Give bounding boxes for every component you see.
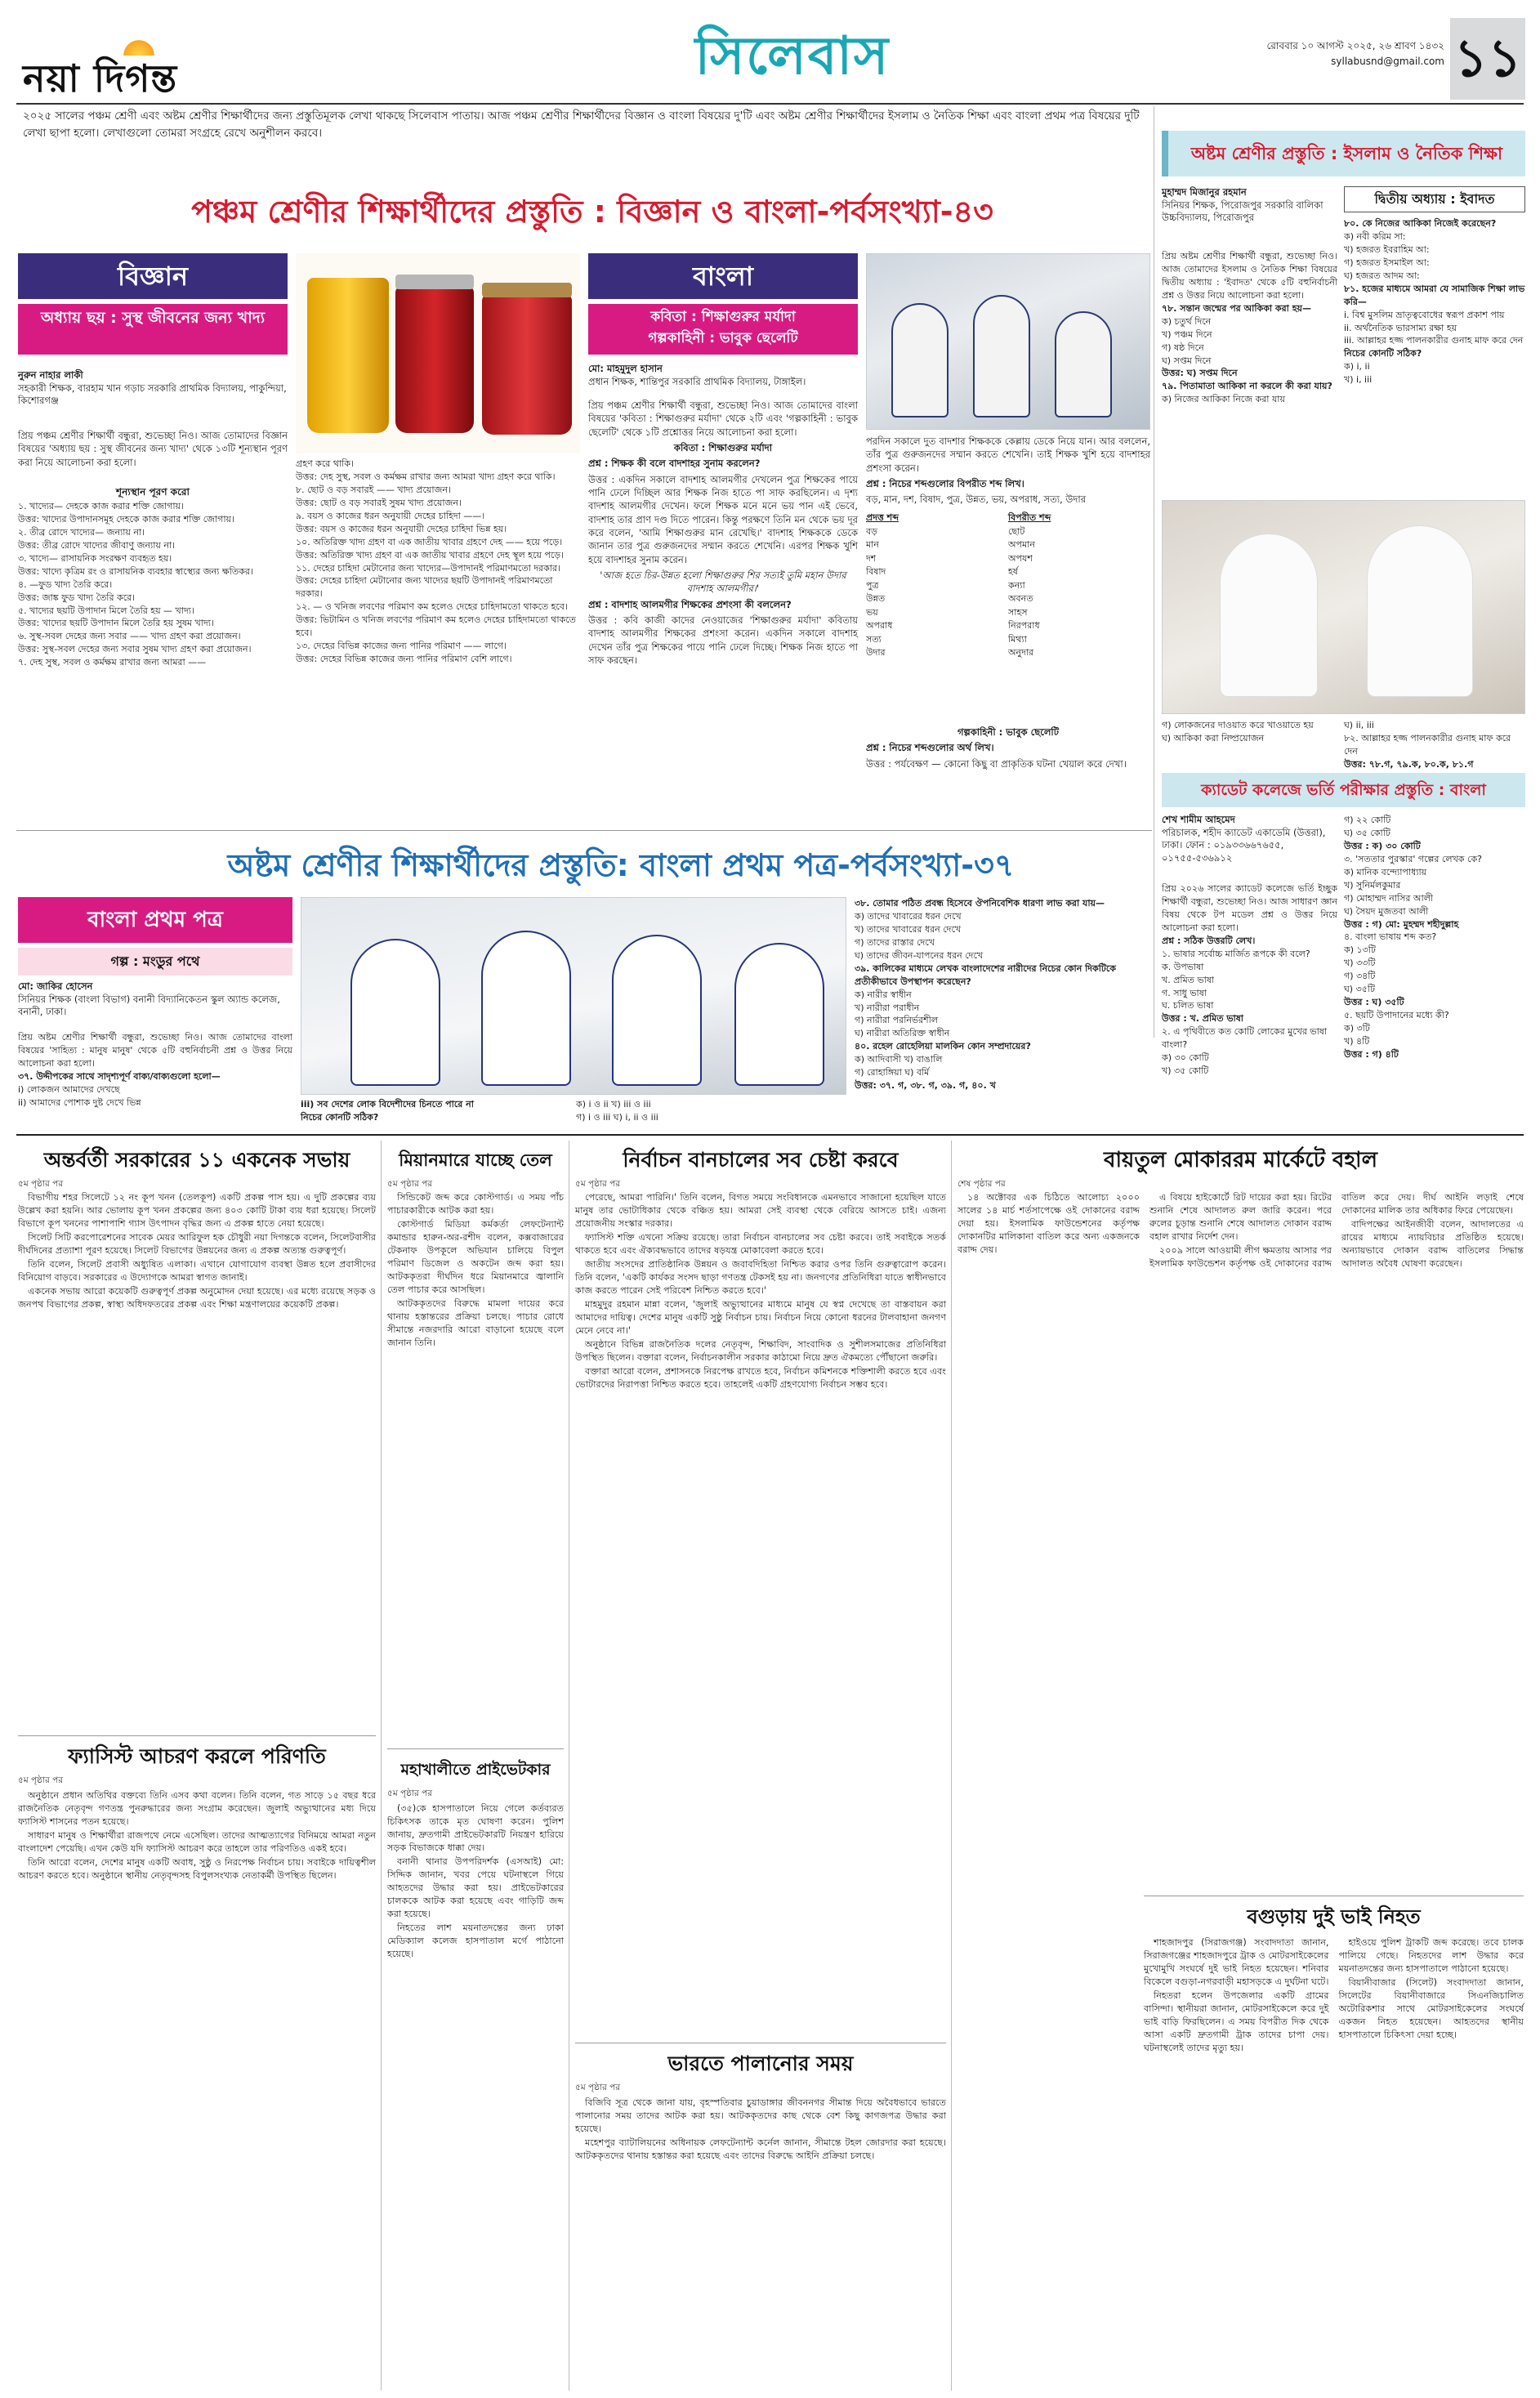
islam-author-name: মুহাম্মদ মিজানুর রহমান	[1162, 186, 1247, 198]
option: ক) নারীর স্বাধীন	[855, 989, 912, 1000]
list-item: উত্তর: দেহের বিভিন্ন কাজের জন্য পানির পরিমাণ বেশি লাগে।	[296, 654, 512, 665]
masthead-rule	[16, 103, 1524, 105]
paragraph: প্রিয় অষ্টম শ্রেণীর শিক্ষার্থী বন্ধুরা, শুভেচ্ছা নিও। আজ তোমাদের ইসলাম ও নৈতিক শিক্ষা বিষয়ের দ্বিতীয় অধ্যায় : 'ইবাদত' থেকে ৫টি বহুনির্বাচনী প্রশ্ন ও উত্তর নিয়ে আলোচনা করা হলো।	[1162, 251, 1337, 301]
paragraph: তিনি বলেন, সিলেট প্রবাসী অধ্যুষিত এলাকা। এখানে যোগাযোগ ব্যবস্থা উন্নত হলে প্রবাসীদের বিনিয়োগ বাড়বে। সরকারের এ উদ্যোগকে আমরা স্বাগত জানাই।	[18, 1259, 376, 1284]
news-headline-8: বগুড়ায় দুই ভাই নিহত	[1247, 1905, 1421, 1928]
class8-options: ক) i ও ii খ) iii ও iii গ) i ও iii ঘ) i, ii ও iii	[576, 1099, 658, 1123]
option: গ) লোকজনের দাওয়াত করে খাওয়াতে হয়	[1162, 720, 1314, 730]
list-item: উত্তর: অতিরিক্ত খাদ্য গ্রহণ বা এক জাতীয় খাবার গ্রহণে দেহ স্থূল হয়ে পড়ে।	[296, 549, 565, 560]
option: খ) ৪টি	[1344, 1035, 1370, 1047]
table-cell: দশ	[866, 552, 877, 564]
list-item: উত্তর: ভিটামিন ও খনিজ লবণের পরিমাণ কম হলেও দেহের চাহিদামতো থাকতে হবে।	[296, 614, 576, 639]
paragraph: প্রিয় অষ্টম শ্রেণীর শিক্ষার্থী বন্ধুরা, শুভেচ্ছা নিও। আজ তোমাদের বাংলা বিষয়ের 'সাহিত্য : মানুষ মানুষ' থেকে ৫টি বহুনির্বাচনী প্রশ্ন ও উত্তর নিয়ে আলোচনা করা হলো।	[18, 1032, 292, 1069]
islam-body	[1162, 250, 1337, 495]
table-cell: নিরপরাধ	[1008, 620, 1040, 631]
list-item: ১২. — ও খনিজ লবণের পরিমাণ কম হলেও দেহের চাহিদামতো থাকতে হবে।	[296, 601, 568, 613]
option: ii) আমাদের পোশাক দুষ্ট দেখে ভিন্ন	[18, 1096, 141, 1108]
paragraph: বনানী থানার উপপরিদর্শক (এসআই) মো: সিদ্দিক জানান, খবর পেয়ে ঘটনাস্থলে গিয়ে আহতদের উদ্ধার করা হয়। প্রাইভেটকারের চালককে আটক করা হয়েছে এবং গাড়িটি জব্দ করা হয়েছে।	[387, 1856, 564, 1920]
jar-lid	[395, 275, 474, 289]
paragraph: কোস্টগার্ড মিডিয়া কর্মকর্তা লেফটেন্যান্ট কমান্ডার হারুন-অর-রশীদ বলেন, কক্সবাজারের টেকনাফ উপকূলে অভিযান চালিয়ে বিপুল পরিমাণ ডিজেল ও অকটেন জব্দ করা হয়। আটককৃতরা দীর্ঘদিন ধরে মিয়ানমারে জ্বালানি তেল পাচার করে আসছিল।	[387, 1219, 564, 1296]
list-item: ২. তীব্র রোদে খাদ্যের— জন্যায় না।	[18, 526, 145, 538]
news-body-7	[957, 1191, 1524, 1891]
classroom-photo	[866, 253, 1150, 430]
option: ক) তাদের খাবারের ধরন দেখে	[855, 910, 962, 922]
list-item: ৭. দেহ সুস্থ, সবল ও কর্মক্ষম রাখার জন্য আমরা ——	[18, 657, 207, 668]
table-cell: মান	[866, 539, 879, 550]
option: ক) i, ii	[1344, 361, 1370, 373]
islam-byline	[1162, 186, 1337, 248]
paragraph: বড়, মান, দশ, বিষাদ, পুত্র, উন্নত, ভয়, অপরাধ, সত্য, উদার	[866, 493, 1087, 506]
paragraph: প্রিয় ২০২৬ সালের ক্যাডেট কলেজে ভর্তি ইচ্ছুক শিক্ষার্থী বন্ধুরা, শুভেচ্ছা নিও। আজ সাধারণ জ্ঞান বিষয় থেকে টপ মডেল প্রশ্ন ও উত্তর নিয়ে আলোচনা করা হলো।	[1162, 883, 1337, 933]
jar-yellow	[307, 278, 389, 433]
islam-chapter-box: দ্বিতীয় অধ্যায় : ইবাদত	[1344, 186, 1525, 212]
column-divider	[951, 1141, 952, 2391]
question: ১. ভাষার সর্বোচ্চ মার্জিত রূপকে কী বলে?	[1162, 948, 1310, 959]
option: ঘ) ৩৫ কোটি	[1344, 827, 1390, 838]
class8-story-box: গল্প : মংডুর পথে	[18, 948, 292, 976]
quote: 'আজ হতে চির-উন্নত হলো শিক্ষাগুরুর শির সত্যই তুমি মহান উদার বাদশাহ আলমগীর।'	[600, 569, 846, 595]
bangla-byline	[588, 363, 858, 395]
jar-red-jam	[482, 294, 572, 435]
bangla-author-desc: প্রধান শিক্ষক, শান্তিপুর সরকারি প্রাথমিক বিদ্যালয়, টাঙ্গাইল।	[588, 375, 806, 387]
option: খ. প্রমিত ভাষা	[1162, 974, 1215, 985]
question: ৩৯. কালিকের মাধ্যমে লেখক বাংলাদেশের নারীদের নিচের কোন দিকটিকে প্রতীকীভাবে উপস্থাপন করেছেন?	[855, 962, 1116, 987]
subheading: কবিতা : শিক্ষাগুরুর মর্যাদা	[673, 441, 773, 453]
news-body-4	[387, 1802, 564, 2386]
option: ক) নিজের আকিকা নিজে করা যায়	[1162, 394, 1285, 405]
science-subject-bar: বিজ্ঞান	[18, 253, 288, 299]
option: i) লোকজন আমাদের দেখছে	[18, 1083, 120, 1095]
option: গ) ২২ কোটি	[1344, 815, 1391, 825]
news-body-1	[18, 1191, 376, 1730]
option: খ) তাদের খাবারের ধরন দেখে	[855, 923, 962, 935]
question: প্রশ্ন : নিচের শব্দগুলোর অর্থ লিখ।	[866, 742, 994, 754]
answer: উত্তর : পর্যবেক্ষণ — কোনো কিছু বা প্রাকৃতিক ঘটনা খেয়াল করে দেখা।	[866, 757, 1127, 770]
continuation-note: শেষ পৃষ্ঠার পর	[957, 1179, 1006, 1189]
story-rule	[18, 1735, 376, 1736]
option: ক. উপভাষা	[1162, 961, 1204, 972]
answer: উত্তর : গ) মো: মুহম্মদ শহীদুল্লাহ	[1344, 918, 1459, 930]
table-cell: সাহস	[1008, 606, 1028, 618]
bangla-topic-story: গল্পকাহিনী : ভাবুক ছেলেটি	[648, 329, 798, 346]
paragraph: বিয়ানীবাজার (সিলেট) সংবাদদাতা জানান, সিলেটের বিয়ানীবাজারে সিএনজিচালিত অটোরিকশার সাথে মোটরসাইকেলের সংঘর্ষে একজন নিহত হয়েছেন। আহতদের স্থানীয় হাসপাতালে চিকিৎসা দেয়া হচ্ছে।	[1338, 1977, 1524, 2041]
option: ঘ) নারীরা অতিরিক্ত স্বাধীন	[855, 1028, 950, 1039]
class8-body	[18, 1031, 292, 1121]
continuation-note: ৫ম পৃষ্ঠার পর	[387, 1788, 433, 1798]
paragraph: শাহজাদপুর (সিরাজগঞ্জ) সংবাদদাতা জানান, সিরাজগঞ্জের শাহজাদপুরে ট্রাক ও মোটরসাইকেলের মুখোমুখি সংঘর্ষে দুই ভাই নিহত হয়েছেন। শনিবার বিকেলে বগুড়া-নগরবাড়ী মহাসড়কে এ দুর্ঘটনা ঘটে।	[1144, 1937, 1329, 1988]
science-author-desc: সহকারী শিক্ষক, বারহাম খান গড়াচ সরকারি প্রাথমিক বিদ্যালয়, পাকুন্দিয়া, কিশোরগঞ্জ	[18, 382, 287, 407]
email-address: syllabusnd@gmail.com	[1331, 56, 1444, 67]
option: খ) পঞ্চম দিনে	[1162, 328, 1212, 340]
option: i. বিশ্ব মুসলিম ভ্রাতৃত্ববোধের স্বরূপ প্রকাশ পায়	[1344, 309, 1505, 320]
class8-body-bottom: iii) সব দেশের লোক বিদেশীদের চিনতে পারে না নিচের কোনটি সঠিক?	[301, 1099, 474, 1123]
paragraph: প্রিয় পঞ্চম শ্রেণীর শিক্ষার্থী বন্ধুরা, শুভেচ্ছা নিও। আজ তোমাদের বাংলা বিষয়ের 'কবিতা : শিক্ষাগুরুর মর্যাদা' থেকে ২টি এবং 'গল্পকাহিনী : ভাবুক ছেলেটি' থেকে ১টি প্রশ্নোত্তর নিয়ে আলোচনা করা হলো।	[588, 400, 858, 438]
question: ৭৮. সন্তান জন্মের পর আকিকা করা হয়—	[1162, 302, 1311, 314]
continuation-note: ৫ম পৃষ্ঠার পর	[387, 1179, 433, 1189]
option: খ) নারীরা পরাধীন	[855, 1002, 920, 1013]
section-rule	[16, 830, 1152, 831]
islam-headline: অষ্টম শ্রেণীর প্রস্তুতি : ইসলাম ও নৈতিক শিক্ষা	[1162, 131, 1525, 176]
intro-text: ২০২৫ সালের পঞ্চম শ্রেণী এবং অষ্টম শ্রেণীর শিক্ষার্থীদের জন্য প্রস্তুতিমূলক লেখা থাকছে সিলেবাস পাতায়। আজ পঞ্চম শ্রেণীর শিক্ষার্থীদের বিজ্ঞান ও বাংলা বিষয়ের দু'টি এবং অষ্টম শ্রেণীর শিক্ষার্থীদের ইসলাম ও নৈতিক শিক্ষা এবং বাংলা প্রথম পত্র বিষয়ের দুটি লেখা ছাপা হলো। লেখাগুলো তোমরা সংগ্রহে রেখে অনুশীলন করবে।	[23, 109, 1140, 140]
page-number: ১১	[1450, 18, 1525, 100]
islam-col4	[1344, 719, 1525, 768]
science-items-col2	[296, 458, 580, 819]
question: ৪০. রহেল রোহেলিয়া মালকিন কোন সম্প্রদায়ের?	[855, 1041, 1031, 1052]
paragraph: এ বিষয়ে হাইকোর্টে রিট দায়ের করা হয়। রিটের শুনানি শেষে আদালত রুল জারি করেন। পরে রুলের চূড়ান্ত শুনানি শেষে আদালত দোকান বরাদ্দ বহাল রাখার নির্দেশ দেন।	[1149, 1192, 1332, 1243]
question: ৩৮. তোমার পঠিত প্রবন্ধ হিসেবে ঔপনিবেশিক ধারণা লাভ করা যায়—	[855, 898, 1105, 909]
table-cell: অবনত	[1008, 593, 1033, 604]
science-byline	[18, 369, 288, 426]
news-headline-5: নির্বাচন বানচালের সব চেষ্টা করবে	[623, 1148, 899, 1172]
answer-key: উত্তর: ৭৮.গ, ৭৯.ক, ৮০.ক, ৮১.গ	[1344, 758, 1474, 770]
date-line: রোববার ১০ আগস্ট ২০২৫, ২৬ শ্রাবণ ১৪৩২	[1266, 40, 1444, 51]
option: ৮২. আল্লাহর হজ্জ পালনকারীর গুনাহ মাফ করে দেন	[1344, 732, 1511, 757]
news-body-3	[387, 1191, 564, 1747]
bangla-body	[588, 399, 858, 817]
table-cell: বিষাদ	[866, 566, 886, 577]
table-cell: কন্যা	[1008, 579, 1025, 591]
class8-subject-bar: বাংলা প্রথম পত্র	[18, 897, 292, 943]
question: ৮০. কে নিজের আকিকা নিজেই করেছেন?	[1344, 218, 1497, 229]
list-item: ১১. দেহের চাহিদা মেটানোর জন্য খাদ্যের—উপাদানই পরিমাণমতো দরকার।	[296, 562, 560, 574]
answer: উত্তর : গ) ৪টি	[1344, 1048, 1399, 1060]
option: গ) মোহাম্মদ নাসির আলী	[1344, 892, 1434, 904]
continuation-note: ৫ম পৃষ্ঠার পর	[575, 1179, 621, 1189]
cadet-byline	[1162, 814, 1337, 879]
cadet-body	[1162, 882, 1337, 1077]
news-body-8	[1144, 1936, 1524, 2386]
news-top-rule	[16, 1134, 1524, 1136]
option: ঘ) আকিকা করা নিষ্প্রয়োজন	[1162, 732, 1265, 744]
class5-headline: পঞ্চম শ্রেণীর শিক্ষার্থীদের প্রস্তুতি : বিজ্ঞান ও বাংলা-পর্বসংখ্যা-৪৩	[191, 194, 993, 230]
column-divider	[381, 1141, 382, 2391]
paragraph: জাতীয় সংসদের প্রাতিষ্ঠানিক উন্নয়ন ও জবাবদিহিতা নিশ্চিত করার ওপর তিনি গুরুত্বারোপ করেন। তিনি বলেন, 'একটি কার্যকর সংসদ ছাড়া গণতন্ত্র টেকসই হয় না। জনগণের প্রতিনিধিরা যাতে স্বাধীনভাবে কাজ করতে পারেন সেই পরিবেশ নিশ্চিত করতে হবে।'	[575, 1259, 946, 1297]
list-item: ৫. খাদ্যের ছয়টি উপাদান মিলে তৈরি হয় — খাদ্য।	[18, 605, 194, 616]
paragraph: তিনি আরো বলেন, দেশের মানুষ একটি অবাধ, সুষ্ঠু ও নিরপেক্ষ নির্বাচন চায়। সবাইকে দায়িত্বশীল আচরণ করতে হবে। অনুষ্ঠানে স্থানীয় নেতৃবৃন্দসহ বিপুলসংখ্যক নেতাকর্মী উপস্থিত ছিলেন।	[18, 1857, 376, 1882]
table-cell: হর্ষ	[1008, 566, 1018, 577]
question: প্রশ্ন : নিচের শব্দগুলোর বিপরীত শব্দ লিখ।	[866, 477, 1024, 489]
list-item: ১. খাদ্যের— দেহকে কাজ করার শক্তি জোগায়।	[18, 501, 184, 511]
list-item: উত্তর: দেহ সুস্থ, সবল ও কর্মক্ষম রাখার জন্য আমরা খাদ্য গ্রহণ করে থাকি।	[296, 471, 556, 482]
students-hijab-photo	[1162, 500, 1525, 714]
student-figure	[1055, 311, 1112, 418]
science-author-name: নুরুন নাহার লাকী	[18, 369, 83, 381]
option: ক) মানিক বন্দ্যোপাধ্যায়	[1344, 866, 1427, 877]
option: ঘ) ৩৫টি	[1344, 984, 1376, 995]
student-figure	[734, 943, 824, 1086]
science-greeting: প্রিয় পঞ্চম শ্রেণীর শিক্ষার্থী বন্ধুরা, শুভেচ্ছা নিও। আজ তোমাদের বিজ্ঞান বিষয়ের 'অধ্যায় ছয় : সুস্থ জীবনের জন্য খাদ্য' থেকে ১৩টি শূন্যস্থান পূরণ করা নিয়ে আলোচনা করা হলো।	[18, 430, 288, 468]
paragraph: পরদিন সকালে দুত বাদশার শিক্ষককে কেল্লায় ডেকে নিয়ে যান। আর বললেন, তাঁর পুত্র গুরুজনদের সম্মান করতে শেখেনি। তাই শিক্ষক খুশি হয়ে বাদশাহর প্রশংসা করেন।	[866, 435, 1150, 474]
list-item: ৬. সুস্থ-সবল দেহের জন্য সবার —— খাদ্য গ্রহণ করা প্রয়োজন।	[18, 631, 241, 642]
jar-red	[395, 286, 474, 433]
option: খ) হজরত ইবরাহিম আ:	[1344, 243, 1430, 255]
section-title: সিলেবাস	[694, 26, 891, 87]
paragraph: অনুষ্ঠানে বিভিন্ন রাজনৈতিক দলের নেতৃবৃন্দ, শিক্ষাবিদ, সাংবাদিক ও সুশীলসমাজের প্রতিনিধিরা উপস্থিত ছিলেন। বক্তারা বলেন, নির্বাচনকালীন সরকার কাঠামো নিয়ে দ্রুত ঐকমত্যে পৌঁছানো জরুরি।	[575, 1339, 946, 1364]
cadet-col2	[1344, 814, 1525, 1060]
table-cell: অপরাধ	[866, 620, 893, 631]
news-body-2	[18, 1789, 376, 2386]
paragraph: বিজিবি সূত্র থেকে জানা যায়, বৃহস্পতিবার চুয়াডাঙ্গার জীবননগর সীমান্ত দিয়ে অবৈধভাবে ভারতে পালানোর সময় তাদের আটক করা হয়। আটককৃতদের কাছ থেকে বেশ কিছু কাগজপত্র উদ্ধার করা হয়েছে।	[575, 2097, 946, 2135]
table-cell: উন্নত	[866, 593, 886, 604]
question: ৩৭. উদ্দীপকের সাথে সাদৃশ্যপূর্ণ বাক্য/বাক্যগুলো হলো—	[18, 1070, 221, 1082]
option: খ) ৩৫ কোটি	[1162, 1065, 1209, 1077]
class8-author-desc: সিনিয়র শিক্ষক (বাংলা বিভাগ) বনানী বিদ্যানিকেতন স্কুল অ্যান্ড কলেজ, বনানী, ঢাকা।	[18, 993, 280, 1018]
bangla-topic-poem: কবিতা : শিক্ষাগুরুর মর্যাদা	[650, 309, 796, 325]
answer: উত্তর : খ. প্রমিত ভাষা	[1162, 1013, 1243, 1025]
islam-col2	[1344, 217, 1525, 495]
option: ঘ) ii, iii	[1344, 720, 1374, 730]
paragraph: সাধারণ মানুষ ও শিক্ষার্থীরা রাজপথে নেমে এসেছিল। তাদের আত্মত্যাগের বিনিময়ে আমরা নতুন বাংলাদেশ পেয়েছি। এখন কেউ যদি ফ্যাসিস্ট আচরণ করে তাহলে তার পরিণতিও একই হবে।	[18, 1830, 376, 1855]
paragraph: মাহমুদুর রহমান মান্না বলেন, 'জুলাই অভ্যুত্থানের মাধ্যমে মানুষ যে স্বপ্ন দেখেছে তা বাস্তবায়ন করা আমাদের দায়িত্ব। দেশের মানুষ একটি সুষ্ঠু নির্বাচন চায়। নির্বাচন নিয়ে কোনো ধরনের টালবাহানা জনগণ মেনে নেবে না।'	[575, 1299, 946, 1337]
news-body-6	[575, 2097, 946, 2386]
option: ঘ) হজরত আদম আ:	[1344, 270, 1420, 281]
news-headline-3: মিয়ানমারে যাচ্ছে তেল	[399, 1150, 552, 1170]
option: খ) i, iii	[1344, 374, 1373, 386]
option: ক) আদিবাসী খ) বাঙালি	[855, 1054, 943, 1065]
student-figure	[891, 303, 949, 418]
paragraph: সিলেট সিটি করপোরেশনের সাবেক মেয়র আরিফুল হক চৌধুরী নয়া দিগন্তকে বলেন, সিলেটবাসীর দীর্ঘদিনের প্রত্যাশা পূরণ হয়েছে। সিলেট বিভাগের উন্নয়নের জন্য এ প্রকল্প অত্যন্ত গুরুত্বপূর্ণ।	[18, 1232, 376, 1257]
table-cell: অপমান	[1008, 539, 1035, 550]
table-cell: অনুদার	[1008, 647, 1034, 658]
cadet-author-name: শেখ শামীম আহমেদ	[1162, 814, 1235, 825]
question: ৩. 'সততার পুরস্কার' গল্পের লেখক কে?	[1344, 853, 1482, 864]
question: ৭৯. পিতামাতা আকিকা না করলে কী করা যায়?	[1162, 381, 1332, 392]
list-item: উত্তর: ছোট ও বড় সবারই সুষম খাদ্য প্রয়োজন।	[296, 497, 462, 508]
paragraph: হাইওয়ে পুলিশ ট্রাকটি জব্দ করেছে। তবে চালক পালিয়ে গেছে। নিহতদের লাশ উদ্ধার করে ময়নাতদন্তের জন্য হাসপাতালে পাঠানো হয়েছে।	[1338, 1937, 1524, 1975]
list-item: ১৩. দেহের বিভিন্ন কাজের জন্য পানির পরিমাণ —— লাগে।	[296, 641, 507, 652]
table-cell: ভয়	[866, 606, 878, 618]
answer: উত্তর : ক) ৩০ কোটি	[1344, 840, 1421, 851]
option: ii. অর্থনৈতিক ভারসাম্য রক্ষা হয়	[1344, 322, 1457, 333]
science-items-col1	[18, 500, 288, 819]
story-title: গল্পকাহিনী : ভাবুক ছেলেটি	[957, 726, 1059, 738]
option: ক) ৩০ কোটি	[1162, 1052, 1209, 1064]
paragraph: উত্তর : কবি কাজী কাদের নেওয়াজের 'শিক্ষাগুরুর মর্যাদা' কবিতায় বাদশাহ আলমগীর শিক্ষকের প্রশংসা করেন। একদিন সকালে বাদশাহ দেখেন তাঁর পুত্র শিক্ষকের পায়ে পানি ঢেলে দিচ্ছে। শিক্ষক নিজ হাতে পা সাফ করছেন।	[588, 614, 858, 666]
option: গ) ষষ্ঠ দিনে	[1162, 342, 1204, 353]
class8-byline	[18, 980, 292, 1029]
newspaper-logo	[23, 33, 252, 98]
paragraph: আটককৃতদের বিরুদ্ধে মামলা দায়ের করে থানায় হস্তান্তরের প্রক্রিয়া চলছে। পাচার রোধে সীমান্তে নজরদারি আরো বাড়ানো হয়েছে বলে জানান তিনি।	[387, 1298, 564, 1349]
paragraph: (৩৫)কে হাসপাতালে নিয়ে গেলে কর্তব্যরত চিকিৎসক তাকে মৃত ঘোষণা করেন। পুলিশ জানায়, দ্রুতগামী প্রাইভেটকারটি নিয়ন্ত্রণ হারিয়ে সড়ক বিভাজকে ধাক্কা দেয়।	[387, 1803, 564, 1854]
paragraph: ২০০৯ সালে আওয়ামী লীগ ক্ষমতায় আসার পর ইসলামিক ফাউন্ডেশন কর্তৃপক্ষ ওই দোকানের বরাদ্দ বাতিল করে দেয়। দীর্ঘ আইনি লড়াই শেষে দোকানের মালিক তার অধিকার ফিরে পেয়েছেন।	[1149, 1192, 1524, 1270]
student-figure	[1367, 525, 1473, 697]
list-item: উত্তর: সুস্থ-সবল দেহের জন্য সবার সুষম খাদ্য গ্রহণ করা প্রয়োজন।	[18, 644, 252, 655]
news-headline-7: বায়তুল মোকাররম মার্কেটে বহাল	[1104, 1148, 1377, 1172]
answer-key: উত্তর: ৩৭. গ, ৩৮. গ, ৩৯. গ, ৪০. খ	[855, 1080, 996, 1092]
bangla-topic-box	[588, 304, 858, 355]
news-headline-6: ভারতে পালানোর সময়	[667, 2052, 854, 2075]
option: ক) চতুর্থ দিনে	[1162, 315, 1212, 327]
jar-lid	[482, 283, 572, 297]
question: ৮১. হজের মাধ্যমে আমরা যে সামাজিক শিক্ষা লাভ করি—	[1344, 283, 1525, 307]
option: ঘ) তাদের জীবন-যাপনের ধরন দেখে	[855, 949, 984, 961]
question: নিচের কোনটি সঠিক?	[1344, 348, 1422, 359]
paragraph: মহেশপুর ব্যাটালিয়নের অধিনায়ক লেফটেন্যান্ট কর্নেল জানান, সীমান্তে টহল জোরদার করা হয়েছে। আটককৃতদের থানায় হস্তান্তর করা হয়েছে এবং তাদের বিরুদ্ধে আইনি প্রক্রিয়া চলছে।	[575, 2137, 946, 2162]
table-cell: অপযশ	[1008, 552, 1033, 564]
science-task-heading: শূন্যস্থান পূরণ করো	[116, 486, 190, 498]
list-item: উত্তর: জাঙ্ক ফুড খাদ্য তৈরি করে।	[18, 592, 136, 603]
class8-students-photo	[301, 897, 846, 1095]
news-body-5	[575, 1191, 946, 2038]
option: গ) ৩৪টি	[1344, 971, 1376, 982]
option: ক) ১৩টি	[1344, 944, 1376, 956]
list-item: গ্রহণ করে থাকি।	[296, 458, 354, 469]
continuation-note: ৫ম পৃষ্ঠার পর	[575, 2083, 621, 2092]
paragraph: বাদিপক্ষের আইনজীবী বলেন, আদালতের এ রায়ের মাধ্যমে ন্যায়বিচার প্রতিষ্ঠিত হয়েছে। অন্যায়ভাবে দোকান বরাদ্দ বাতিলের সিদ্ধান্ত আদালত অবৈধ ঘোষণা করেছেন।	[1341, 1219, 1524, 1270]
student-figure	[612, 935, 702, 1086]
islam-author-desc: সিনিয়র শিক্ষক, পিরোজপুর সরকারি বালিকা উচ্চবিদ্যালয়, পিরোজপুর	[1162, 199, 1324, 224]
paragraph: পেরেছে, আমরা পারিনি।' তিনি বলেন, বিগত সময়ে সংবিধানকে এমনভাবে সাজানো হয়েছিল যাতে মানুষ তার ভোটাধিকার থেকে বঞ্চিত হয়। আমরা সেই ব্যবস্থা থেকে বেরিয়ে আসতে চাই। এজন্য প্রয়োজনীয় সংস্কার দরকার।	[575, 1192, 946, 1230]
option: খ) সুনির্মলকুমার	[1344, 879, 1401, 891]
list-item: ৯. বয়স ও কাজের ধরন অনুযায়ী দেহের চাহিদা ——।	[296, 510, 485, 521]
islam-col3	[1162, 719, 1337, 768]
list-item: ১০. অতিরিক্ত খাদ্য গ্রহণ বা এক জাতীয় খাবার গ্রহণে দেহ —— হয়ে পড়ে।	[296, 536, 563, 547]
option: গ) হজরত ইসমাইল আ:	[1344, 257, 1430, 268]
question: প্রশ্ন : সঠিক উত্তরটি লেখ।	[1162, 935, 1256, 946]
jam-jars-photo	[296, 253, 580, 453]
paragraph: একনেক সভায় আরো কয়েকটি গুরুত্বপূর্ণ প্রকল্প অনুমোদন দেয়া হয়েছে। এর মধ্যে রয়েছে সড়ক ও জনপথ বিভাগের প্রকল্প, স্বাস্থ্য অধিদফতরের প্রকল্প এবং শিক্ষা মন্ত্রণালয়ের কয়েকটি প্রকল্প।	[18, 1286, 376, 1311]
story-rule	[387, 1748, 564, 1749]
bangla-body-col2	[866, 435, 1150, 508]
student-figure	[973, 295, 1030, 418]
question: প্রশ্ন : শিক্ষক কী বলে বাদশাহর সুনাম করলেন?	[588, 458, 761, 470]
table-cell: সত্য	[866, 633, 882, 645]
option: ক) ৩টি	[1344, 1023, 1370, 1034]
question: ২. এ পৃথিবীতে কত কোটি লোকের মুখের ভাষা বাংলা?	[1162, 1026, 1328, 1051]
option: ঘ. চলিত ভাষা	[1162, 1000, 1214, 1011]
list-item: উত্তর: খাদ্যের উপাদানসমূহ দেহকে কাজ করার শক্তি জোগায়।	[18, 513, 234, 525]
table-cell: ছোট	[1008, 525, 1025, 537]
story-section	[866, 726, 1150, 817]
class8-right	[855, 897, 1149, 1128]
class8-bangla-headline: অষ্টম শ্রেণীর শিক্ষার্থীদের প্রস্তুতি: বাংলা প্রথম পত্র-পর্বসংখ্যা-৩৭	[227, 847, 1015, 883]
option: গ) তাদের রাস্তার দেখে	[855, 936, 935, 948]
paragraph: বিভাগীয় শহর সিলেটে ১২ নং কূপ খনন (তেলকূপ) একটি প্রকল্প পাস হয়। এ দুটি প্রকল্পের ব্যয় উল্লেখ করা হয়নি। আর ভোলায় কূপ খনন প্রকল্পের জন্য ৪০৩ কোটি টাকা ব্যয় ধরা হয়েছে। সিলেট বিভাগে কূপ খননের পাশাপাশি গ্যাস উৎপাদন বৃদ্ধির জন্য এ প্রকল্প হাতে নেয়া হয়েছে।	[18, 1192, 376, 1230]
list-item: উত্তর: খাদ্যের ছয়টি উপাদান মিলে তৈরি হয় সুষম খাদ্য।	[18, 618, 214, 629]
news-headline-1: অন্তর্বর্তী সরকারের ১১ একনেক সভায়	[43, 1148, 350, 1172]
antonym-table	[866, 511, 1150, 724]
table-cell: পুত্র	[866, 579, 879, 591]
option: iii. আল্লাহর হজ্জ পালনকারীর গুনাহ মাফ করে দেন	[1344, 335, 1524, 346]
paragraph: উত্তর : একদিন সকালে বাদশাহ আলমগীর দেখলেন পুত্র শিক্ষকের পায়ে পানি ঢেলে দিচ্ছিল আর শিক্ষক নিজ হাতে পা সাফ করছিলেন। এ দৃশ্য বাদশাহ আলমগীর দেখেন। ফলে শিক্ষক মনে মনে ভয় পান এই ভেবে, বাদশাহ তার প্রাণ দণ্ড দিতে পারেন। কিন্তু পরক্ষণে তিনি মন থেকে ভয় দূর করে বলেন, 'আমি শিক্ষাগুরুর মান রেখেছি।' বাদশাহ শিক্ষককে ডেকে জানান তার পুত্র গুরুজনদের সম্মান করতে শেখেনি। এরপর শিক্ষক খুশি হয়ে বাদশাহর সুনাম করেন।	[588, 473, 858, 565]
option: ঘ) সৈয়দ মুজতবা আলী	[1344, 905, 1429, 917]
paragraph: নিহতের লাশ ময়নাতদন্তের জন্য ঢাকা মেডিক্যাল কলেজ হাসপাতাল মর্গে পাঠানো হয়েছে।	[387, 1922, 564, 1960]
student-figure	[350, 939, 440, 1086]
table-cell: বড়	[866, 525, 877, 537]
option: ঘ) সপ্তম দিনে	[1162, 355, 1212, 366]
answer: উত্তর : ঘ) ৩৫টি	[1344, 997, 1404, 1008]
option: ক) নবী করিম সা:	[1344, 230, 1406, 242]
option: গ) নারীরা পরনির্ভরশীল	[855, 1015, 939, 1026]
table-cell: উদার	[866, 647, 886, 658]
cadet-headline: ক্যাডেট কলেজে ভর্তি পরীক্ষার প্রস্তুতি : বাংলা	[1162, 773, 1525, 807]
answer: উত্তর: ঘ) সপ্তম দিনে	[1162, 368, 1238, 379]
science-chapter-box: অধ্যায় ছয় : সুস্থ জীবনের জন্য খাদ্য	[18, 304, 288, 355]
logo-text: নয়া দিগন্ত	[23, 56, 178, 100]
question: প্রশ্ন : বাদশাহ আলমগীর শিক্ষকের প্রশংসা কী বললেন?	[588, 598, 792, 610]
question: ৫. ছয়টি উপাদানের মধ্যে কী?	[1344, 1010, 1449, 1021]
paragraph: অনুষ্ঠানে প্রধান অতিথির বক্তব্যে তিনি এসব কথা বলেন। তিনি বলেন, গত সাড়ে ১৫ বছর ধরে রাজনৈতিক নেতৃবৃন্দ গণতন্ত্র পুনরুদ্ধারের জন্য সংগ্রাম করেছেন। জুলাই অভ্যুত্থানের মধ্য দিয়ে ফ্যাসিস্ট শাসনের পতন হয়েছে।	[18, 1790, 376, 1828]
news-headline-2: ফ্যাসিস্ট আচরণ করলে পরিণতি	[68, 1744, 326, 1768]
option: গ) রোহাঙ্গিয়া ঘ) বর্মি	[855, 1067, 930, 1078]
continuation-note: ৫ম পৃষ্ঠার পর	[18, 1775, 64, 1785]
paragraph: বক্তারা আরো বলেন, প্রশাসনকে নিরপেক্ষ রাখতে হবে, নির্বাচন কমিশনকে শক্তিশালী করতে হবে এবং ভোটারদের নিরাপত্তা নিশ্চিত করতে হবে। তাহলেই একটি গ্রহণযোগ্য নির্বাচন সম্ভব হবে।	[575, 1366, 946, 1391]
student-figure	[481, 931, 571, 1086]
list-item: উত্তর: খাদ্যে কৃত্রিম রং ও রাসায়নিক ব্যবহার স্বাস্থ্যের জন্য ক্ষতিকর।	[18, 565, 253, 577]
table-header: প্রদত্ত শব্দ	[866, 512, 899, 523]
cadet-author-desc: পরিচালক, শহীদ ক্যাডেট একাডেমি (উত্তরা), ঢাকা। ফোন : ০১৯৩৩৬৬৭৬৫৫, ০১৭৫৫-৫৩৬৯১২	[1162, 826, 1326, 864]
bangla-author-name: মো: মাহমুদুল হাসান	[588, 363, 663, 374]
class8-author-name: মো: জাকির হোসেন	[18, 980, 93, 992]
paragraph: নিহতরা হলেন উপজেলার একটি গ্রামের বাসিন্দা। স্থানীয়রা জানান, মোটরসাইকেলে করে দুই ভাই বাড়ি ফিরছিলেন। এ সময় বিপরীত দিক থেকে আসা একটি দ্রুতগামী ট্রাক তাদের চাপা দেয়। ঘটনাস্থলেই তাদের মৃত্যু হয়।	[1144, 1990, 1329, 2054]
list-item: ৪. —ফুড খাদ্য তৈরি করে।	[18, 578, 113, 590]
list-item: উত্তর: তীব্র রোদে খাদ্যের জীবাণু জন্যায় না।	[18, 539, 176, 551]
table-cell: মিথ্যা	[1008, 633, 1027, 645]
option: খ) ৩৩টি	[1344, 958, 1376, 969]
list-item: ৮. ছোট ও বড় সবারই —— খাদ্য প্রয়োজন।	[296, 484, 451, 495]
option: গ. সাধু ভাষা	[1162, 987, 1207, 998]
news-headline-4: মহাখালীতে প্রাইভেটকার	[400, 1761, 551, 1779]
question: ৪. বাংলা ভাষায় শব্দ কত?	[1344, 931, 1437, 943]
list-item: ৩. খাদ্যে— রাসায়নিক সংরক্ষণ ব্যবহৃত হয়।	[18, 552, 172, 564]
paragraph: সিন্ডিকেট জব্দ করে কোস্টগার্ড। এ সময় পাঁচ পাচারকারীকে আটক করা হয়।	[387, 1192, 564, 1217]
continuation-note: ৫ম পৃষ্ঠার পর	[18, 1179, 64, 1189]
table-header: বিপরীত শব্দ	[1008, 512, 1051, 523]
paragraph: ১৪ অক্টোবর এক চিঠিতে আলোচ্য ২০০০ সালের ১৪ মার্চ শর্তসাপেক্ষে ওই দোকানের বরাদ্দ দেয়া হয়। ইসলামিক ফাউন্ডেশনের কর্তৃপক্ষ দোকানটির মালিকানা বাতিল করে অন্য একজনকে বরাদ্দ দেয়।	[957, 1192, 1140, 1256]
list-item: উত্তর: বয়স ও কাজের ধরন অনুযায়ী দেহের চাহিদা ভিন্ন হয়।	[296, 523, 507, 534]
paragraph: ফ্যাসিস্ট শক্তি এখনো সক্রিয় রয়েছে। তারা নির্বাচন বানচালের সব চেষ্টা করবে। তাই সবাইকে সতর্ক থাকতে হবে এবং ঐক্যবদ্ধভাবে তাদের ষড়যন্ত্র মোকাবেলা করতে হবে।	[575, 1232, 946, 1257]
bangla-subject-bar: বাংলা	[588, 253, 858, 299]
list-item: উত্তর: দেহের চাহিদা মেটানোর জন্য খাদ্যের ছয়টি উপাদানই পরিমাণমতো দরকার।	[296, 575, 553, 600]
student-figure	[1220, 534, 1318, 697]
